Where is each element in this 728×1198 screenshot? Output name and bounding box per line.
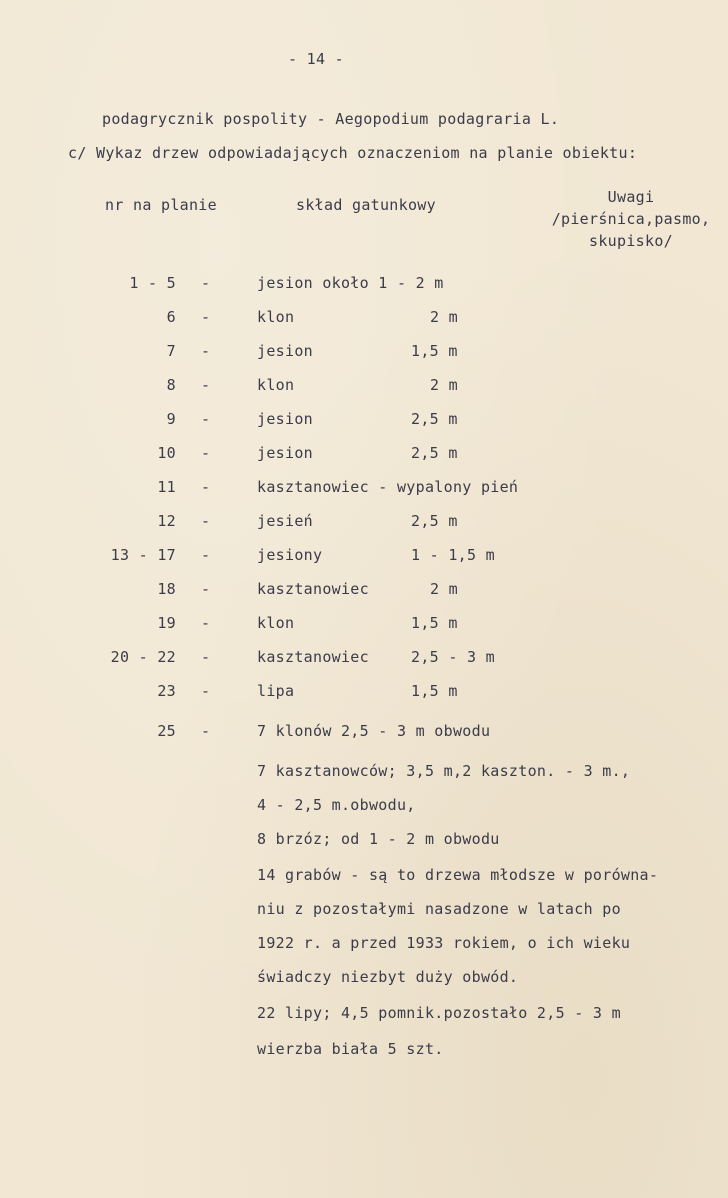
remark-line: wierzba biała 5 szt. — [257, 1040, 444, 1058]
row-value: 1,5 m — [411, 614, 458, 632]
page-number: - 14 - — [288, 50, 344, 68]
table-row — [0, 308, 728, 332]
table-row — [0, 444, 728, 468]
row-species: kasztanowiec — [257, 580, 369, 598]
row-value: 1,5 m — [411, 682, 458, 700]
table-row — [0, 274, 728, 298]
remark-line: 4 - 2,5 m.obwodu, — [257, 796, 416, 814]
table-row — [0, 722, 728, 746]
row-nr: 10 — [157, 444, 176, 462]
row-species: 7 klonów 2,5 - 3 m obwodu — [257, 722, 491, 740]
row-species: lipa — [257, 682, 295, 700]
section-heading: c/ Wykaz drzew odpowiadających oznaczeniom na planie obiektu: — [68, 144, 638, 162]
row-nr: 19 — [157, 614, 176, 632]
row-dash: - — [201, 580, 211, 598]
remark-line: 7 kasztanowców; 3,5 m,2 kaszton. - 3 m., — [257, 762, 631, 780]
remark-line: 1922 r. a przed 1933 rokiem, o ich wieku — [257, 934, 631, 952]
column-header-sklad: skład gatunkowy — [296, 196, 436, 214]
row-nr: 18 — [157, 580, 176, 598]
row-nr: 8 — [166, 376, 176, 394]
row-dash: - — [201, 274, 211, 292]
row-nr: 6 — [166, 308, 176, 326]
table-row — [0, 682, 728, 706]
table-row — [0, 546, 728, 570]
table-row — [0, 410, 728, 434]
row-value: 2 m — [430, 376, 458, 394]
row-nr: 25 — [157, 722, 176, 740]
row-dash: - — [201, 376, 211, 394]
row-dash: - — [201, 614, 211, 632]
row-species: klon — [257, 614, 295, 632]
row-dash: - — [201, 682, 211, 700]
row-dash: - — [201, 308, 211, 326]
uwagi-line-3: skupisko/ — [589, 232, 673, 250]
row-dash: - — [201, 512, 211, 530]
table-row — [0, 648, 728, 672]
row-species: kasztanowiec - wypalony pień — [257, 478, 519, 496]
row-nr: 11 — [157, 478, 176, 496]
column-header-uwagi — [536, 186, 726, 252]
row-nr: 12 — [157, 512, 176, 530]
row-value: 1,5 m — [411, 342, 458, 360]
row-species: klon — [257, 376, 295, 394]
row-species: jesion około 1 - 2 m — [257, 274, 444, 292]
row-dash: - — [201, 478, 211, 496]
uwagi-line-1: Uwagi — [607, 188, 655, 206]
row-value: 1 - 1,5 m — [411, 546, 495, 564]
row-nr: 9 — [166, 410, 176, 428]
row-dash: - — [201, 444, 211, 462]
table-row — [0, 376, 728, 400]
remark-line: niu z pozostałymi nasadzone w latach po — [257, 900, 621, 918]
row-dash: - — [201, 546, 211, 564]
uwagi-line-2: /pierśnica,pasmo, — [551, 210, 711, 228]
row-value: 2,5 m — [411, 444, 458, 462]
species-line: podagrycznik pospolity - Aegopodium podagraria L. — [102, 110, 560, 128]
remark-line: 22 lipy; 4,5 pomnik.pozostało 2,5 - 3 m — [257, 1004, 621, 1022]
row-dash: - — [201, 342, 211, 360]
row-value: 2,5 m — [411, 410, 458, 428]
row-nr: 23 — [157, 682, 176, 700]
row-dash: - — [201, 648, 211, 666]
remark-line: 14 grabów - są to drzewa młodsze w porówna- — [257, 866, 659, 884]
row-value: 2,5 m — [411, 512, 458, 530]
row-species: jesiony — [257, 546, 323, 564]
remark-line: 8 brzóz; od 1 - 2 m obwodu — [257, 830, 500, 848]
row-nr: 20 - 22 — [110, 648, 176, 666]
table-row — [0, 342, 728, 366]
row-species: jesion — [257, 342, 313, 360]
row-species: klon — [257, 308, 295, 326]
column-header-nr: nr na planie — [105, 196, 217, 214]
row-nr: 1 - 5 — [129, 274, 176, 292]
table-row — [0, 614, 728, 638]
row-nr: 7 — [166, 342, 176, 360]
table-row — [0, 478, 728, 502]
table-row — [0, 580, 728, 604]
row-species: jesień — [257, 512, 313, 530]
remark-line: świadczy niezbyt duży obwód. — [257, 968, 519, 986]
row-value: 2,5 - 3 m — [411, 648, 495, 666]
row-value: 2 m — [430, 580, 458, 598]
row-dash: - — [201, 410, 211, 428]
row-nr: 13 - 17 — [110, 546, 176, 564]
row-species: kasztanowiec — [257, 648, 369, 666]
row-dash: - — [201, 722, 211, 740]
row-species: jesion — [257, 410, 313, 428]
table-row — [0, 512, 728, 536]
row-species: jesion — [257, 444, 313, 462]
row-value: 2 m — [430, 308, 458, 326]
